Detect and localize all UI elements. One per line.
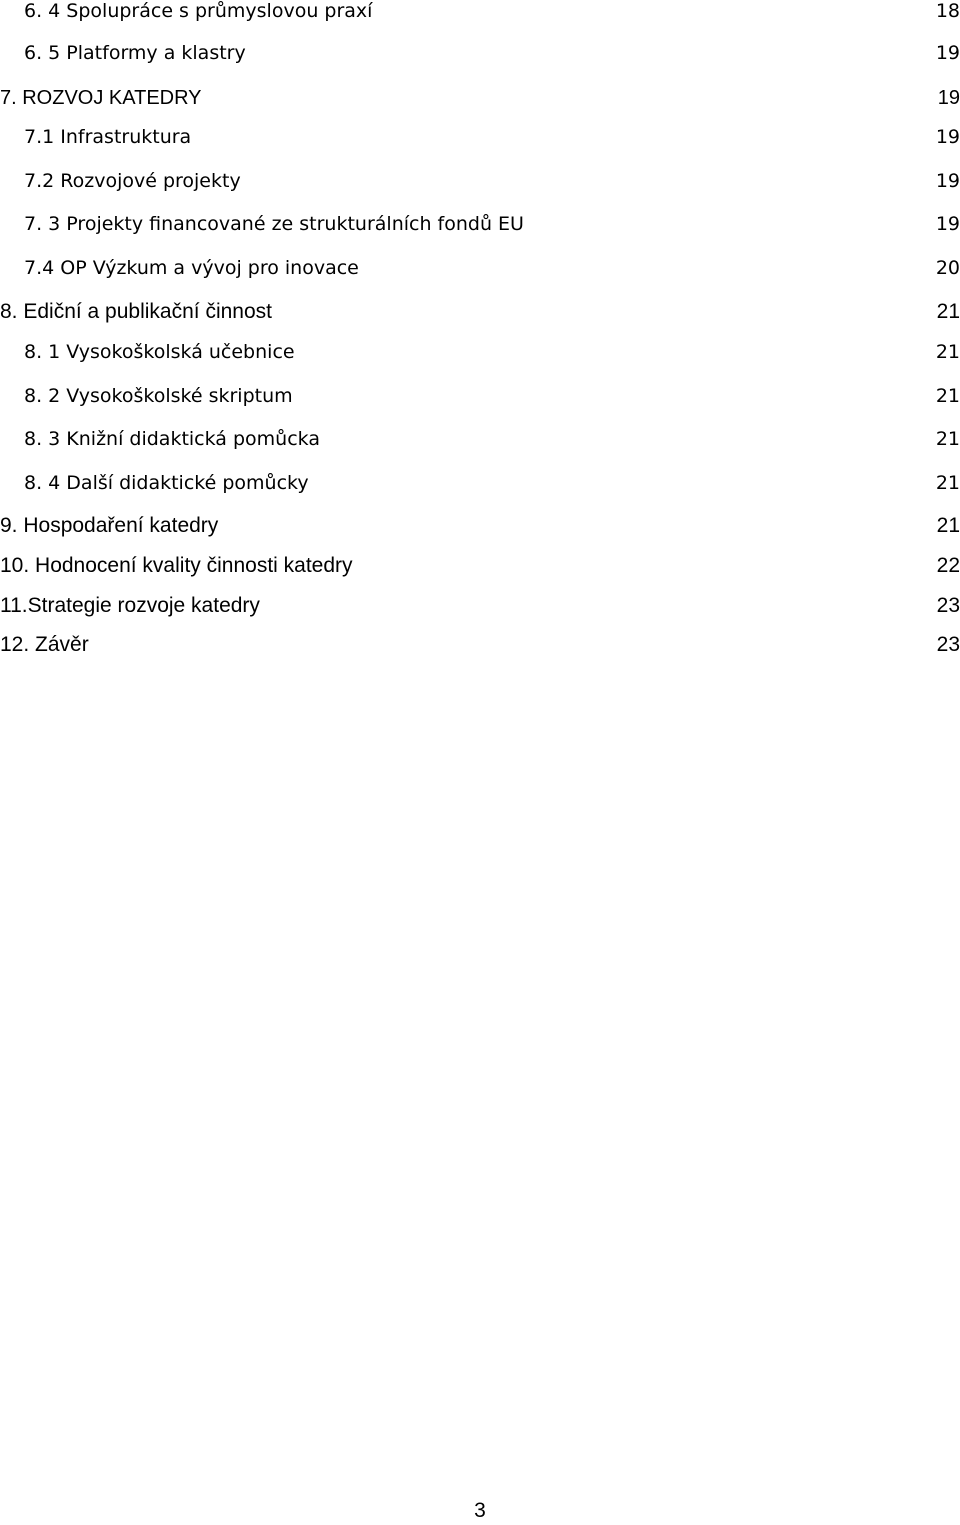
toc-entry-page: 21 — [935, 385, 960, 407]
toc-entry-label: 8. 2 Vysokoškolské skriptum — [24, 385, 293, 407]
toc-entry[interactable] — [0, 257, 960, 287]
toc-entry[interactable] — [0, 300, 960, 330]
page-number: 3 — [474, 1499, 486, 1522]
toc-entry-label: 7.4 OP Výzkum a vývoj pro inovace — [24, 257, 359, 279]
toc-entry[interactable] — [0, 472, 960, 502]
toc-entry[interactable] — [0, 170, 960, 200]
toc-entry-page: 21 — [935, 428, 960, 450]
toc-entry-label: 8. 4 Další didaktické pomůcky — [24, 472, 309, 494]
toc-entry-label: 10. Hodnocení kvality činnosti katedry — [0, 554, 353, 577]
toc-entry-page: 21 — [935, 341, 960, 363]
toc-entry-page: 19 — [937, 87, 960, 109]
toc-entry-page: 20 — [935, 257, 960, 279]
toc-entry-label: 8. Ediční a publikační činnost — [0, 300, 272, 323]
toc-entry-page: 21 — [936, 300, 960, 323]
toc-entry-label: 8. 3 Knižní didaktická pomůcka — [24, 428, 320, 450]
toc-entry[interactable] — [0, 0, 960, 30]
toc-entry-label: 7.1 Infrastruktura — [24, 126, 192, 148]
toc-entry-page: 19 — [935, 42, 960, 64]
toc-entry-label: 6. 4 Spolupráce s průmyslovou praxí — [24, 0, 373, 22]
toc-entry-label: 9. Hospodaření katedry — [0, 514, 219, 537]
toc-entry[interactable] — [0, 86, 960, 116]
toc-entry-label: 6. 5 Platformy a klastry — [24, 42, 246, 64]
toc-entry[interactable] — [0, 126, 960, 156]
toc-entry[interactable] — [0, 633, 960, 663]
toc-entry-page: 21 — [936, 514, 960, 537]
toc-entry-label: 7.2 Rozvojové projekty — [24, 170, 241, 192]
toc-entry[interactable] — [0, 341, 960, 371]
toc-entry-page: 21 — [935, 472, 960, 494]
toc-entry-label: 11.Strategie rozvoje katedry — [0, 594, 260, 617]
toc-entry-page: 19 — [935, 213, 960, 235]
toc-entry-page: 19 — [935, 170, 960, 192]
toc-entry-label: 7. ROZVOJ KATEDRY — [0, 87, 202, 109]
toc-entry[interactable] — [0, 213, 960, 243]
toc-entry[interactable] — [0, 554, 960, 584]
toc-entry[interactable] — [0, 428, 960, 458]
toc-entry-page: 18 — [935, 0, 960, 22]
toc-entry-label: 12. Závěr — [0, 633, 89, 656]
toc-entry[interactable] — [0, 42, 960, 72]
toc-entry[interactable] — [0, 385, 960, 415]
toc-entry-label: 8. 1 Vysokoškolská učebnice — [24, 341, 295, 363]
toc-entry[interactable] — [0, 514, 960, 544]
toc-entry[interactable] — [0, 594, 960, 624]
toc-entry-label: 7. 3 Projekty financované ze strukturálních fondů EU — [24, 213, 524, 235]
toc-entry-page: 23 — [936, 633, 960, 656]
toc-entry-page: 19 — [935, 126, 960, 148]
toc-entry-page: 23 — [936, 594, 960, 617]
toc-entry-page: 22 — [936, 554, 960, 577]
